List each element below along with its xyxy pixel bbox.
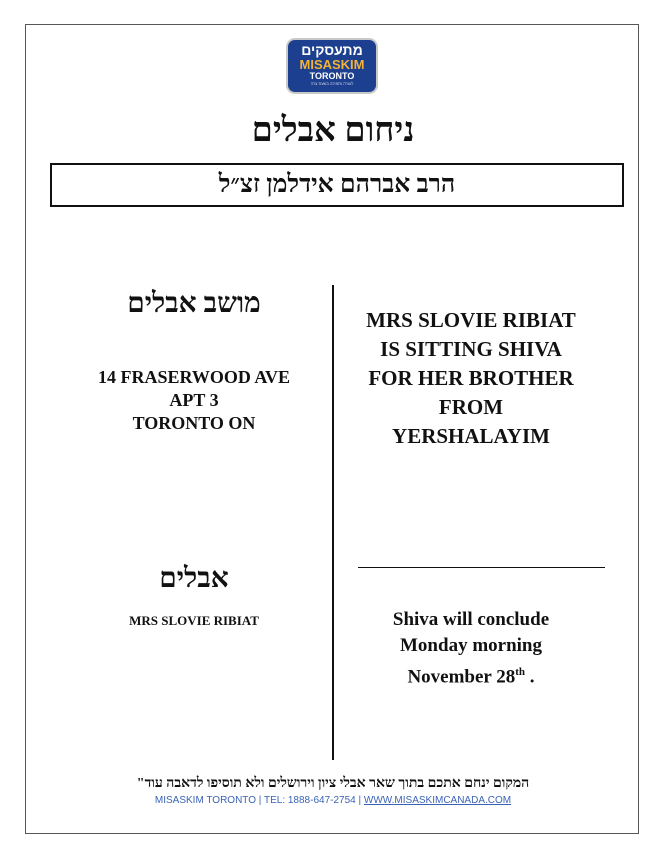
- shiva-announcement: [340, 306, 602, 451]
- website-link[interactable]: WWW.MISASKIMCANADA.COM: [363, 795, 512, 806]
- deceased-name: הרב אברהם אידלמן זצ״ל: [218, 171, 456, 198]
- conclusion-line: Shiva will conclude: [392, 609, 550, 630]
- announcement-line: MRS SLOVIE RIBIAT: [366, 308, 576, 332]
- announcement-line: FROM: [438, 395, 504, 419]
- conclusion-date-line: [340, 659, 602, 690]
- section-divider: [358, 567, 605, 568]
- date-end: .: [525, 666, 535, 688]
- deceased-name-box: [50, 163, 624, 207]
- column-divider: [332, 285, 334, 760]
- date-suffix: th: [515, 666, 526, 678]
- misaskim-logo: [286, 38, 378, 94]
- logo-city: TORONTO: [309, 71, 355, 81]
- mourners-heading: אבלים: [159, 563, 229, 594]
- logo-tagline: לעזרה ותמיכה בשעת צרה: [310, 81, 354, 86]
- page-title: ניחום אבלים: [251, 112, 415, 149]
- footer-hebrew-blessing: המקום ינחם אתכם בתוך שאר אבלי ציון וירושלים ולא תוסיפו לדאבה עוד": [136, 776, 530, 791]
- footer-contact: [0, 795, 666, 806]
- logo-hebrew: מתעסקים: [301, 42, 363, 58]
- address-heading: מושב אבלים: [127, 288, 261, 319]
- shiva-conclusion: [340, 607, 602, 690]
- mourner-name: MRS SLOVIE RIBIAT: [129, 613, 259, 628]
- announcement-line: YERSHALAYIM: [392, 424, 550, 448]
- footer-contact-text: MISASKIM TORONTO | TEL: 1888-647-2754 |: [154, 795, 364, 806]
- announcement-line: FOR HER BROTHER: [368, 366, 574, 390]
- address-line: TORONTO ON: [132, 413, 256, 433]
- announcement-line: IS SITTING SHIVA: [380, 337, 562, 361]
- conclusion-line: Monday morning: [400, 635, 542, 656]
- conclusion-date: November 28: [407, 666, 516, 688]
- shiva-address: [40, 366, 348, 435]
- address-line: 14 FRASERWOOD AVE: [97, 367, 291, 387]
- logo-name: MISASKIM: [299, 57, 365, 72]
- address-line: APT 3: [169, 390, 219, 410]
